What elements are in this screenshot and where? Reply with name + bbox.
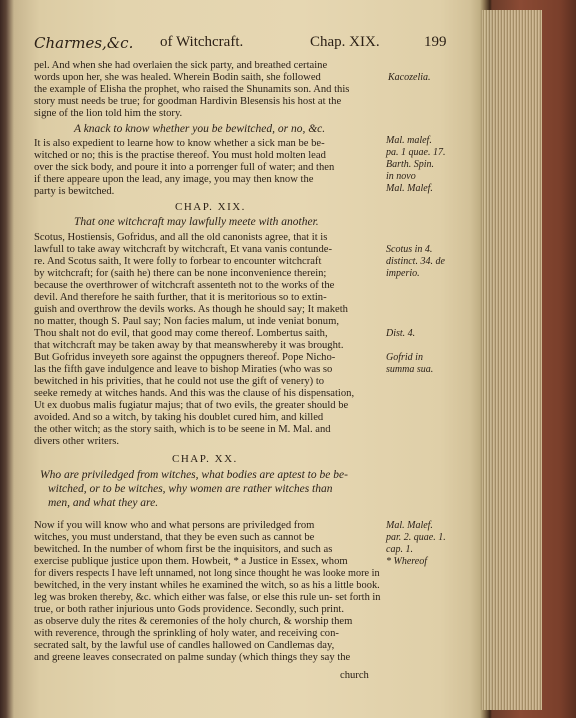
text-line: bewitched, in the very instant whiles he examined the witch, so as his a little book. xyxy=(34,580,380,591)
margin-note: Gofrid in xyxy=(386,352,423,363)
text-line: for divers respects I have left unnamed, not long since thought he was looke more in xyxy=(34,568,380,579)
margin-note: Mal. Malef. xyxy=(386,183,433,194)
text-line: if there appeare upon the lead, any image, you may then know the xyxy=(34,174,314,185)
page-number: 199 xyxy=(424,34,447,50)
text-line: re. And Scotus saith, It were folly to forbear to encounter witchcraft xyxy=(34,256,322,267)
margin-note: Mal. Malef. xyxy=(386,520,433,531)
text-line: true, or both rather injurious unto Gods providence. Secondly, such print. xyxy=(34,604,345,615)
running-head-center: of Witchcraft. xyxy=(160,34,244,50)
text-line: exercise publique justice upon them. Howbeit, * a Justice in Essex, whom xyxy=(34,556,348,567)
section-title: A knack to know whether you be bewitched, or no, &c. xyxy=(74,123,326,135)
margin-note: Mal. malef. xyxy=(386,135,432,146)
text-line: Thou shalt not do evil, that good may come thereof. Lombertus saith, xyxy=(34,328,328,339)
text-line: signe of the lion told him the story. xyxy=(34,108,183,119)
text-line: leg was broken thereby, &c. which either was false, or else this rule un- set forth in xyxy=(34,592,381,603)
text-line: no matter, though S. Paul say; Non facies malum, ut inde veniat bonum, xyxy=(34,316,339,327)
running-head-left: Charmes,&c. xyxy=(34,34,134,52)
text-line: witches, you must understand, that they be even such as cannot be xyxy=(34,532,315,543)
chapter-title: That one witchcraft may lawfully meete with another. xyxy=(74,216,319,228)
text-line: It is also expedient to learne how to know whether a sick man be be- xyxy=(34,138,325,149)
text-line: party is bewitched. xyxy=(34,186,115,197)
margin-note: summa sua. xyxy=(386,364,434,375)
text-line: the example of Elisha the prophet, who raised the Shunamits son. And this xyxy=(34,84,350,95)
margin-note: * Whereof xyxy=(386,556,428,567)
catchword: church xyxy=(340,670,369,681)
text-line: with reverence, through the sprinkling of holy water, and receiving con- xyxy=(34,628,339,639)
margin-note: par. 2. quae. 1. xyxy=(386,532,446,543)
margin-note: in novo xyxy=(386,171,416,182)
margin-note: imperio. xyxy=(386,268,420,279)
margin-note: Scotus in 4. xyxy=(386,244,433,255)
text-line: Ut ex duobus malis fugiatur majus; that of two evils, the greater should be xyxy=(34,400,349,411)
text-line: that witchcraft may be taken away by that meanswhereby it was brought. xyxy=(34,340,344,351)
margin-note: Dist. 4. xyxy=(386,328,416,339)
chapter-title: Who are priviledged from witches, what bodies are aptest to be be- xyxy=(40,469,348,481)
margin-note: Barth. Spin. xyxy=(386,159,435,170)
text-line: las the fifth gave indulgence and leave to bishop Miraties (who was so xyxy=(34,364,333,375)
text-line: by witchcraft; for (saith he) there can be none inconvenience therein; xyxy=(34,268,327,279)
text-line: bewitched. In the number of whom first be the inquisitors, and such as xyxy=(34,544,333,555)
text-line: as observe duly the rites & ceremonies of the holy church, & worship them xyxy=(34,616,353,627)
running-head-chapter: Chap. XIX. xyxy=(310,34,380,50)
text-line: over the sick body, and poure it into a porrenger full of water; and then xyxy=(34,162,335,173)
text-line: lawfull to take away witchcraft by witchcraft, Et vana vanis contunde- xyxy=(34,244,332,255)
chapter-heading: CHAP. XX. xyxy=(172,453,238,465)
text-line: pel. And when she had overlaien the sick party, and breathed certaine xyxy=(34,60,328,71)
text-line: devil. And therefore he saith further, that it is meritorious so to extin- xyxy=(34,292,327,303)
text-line: But Gofridus inveyeth sore against the oppugners thereof. Pope Nicho- xyxy=(34,352,336,363)
text-line: the other witch; as the story saith, which is to be seene in M. Mal. and xyxy=(34,424,331,435)
margin-note: Kacozelia. xyxy=(388,72,431,83)
margin-note: distinct. 34. de xyxy=(386,256,445,267)
text-line: and greene leaves consecrated on palme sunday (which things they say the xyxy=(34,652,351,663)
text-line: witched or no; this is the practise thereof. You must hold molten lead xyxy=(34,150,326,161)
chapter-title: men, and what they are. xyxy=(48,497,159,509)
text-line: Now if you will know who and what persons are priviledged from xyxy=(34,520,315,531)
margin-note: cap. 1. xyxy=(386,544,413,555)
margin-note: pa. 1 quae. 17. xyxy=(386,147,446,158)
text-line: words upon her, she was healed. Wherein Bodin saith, she followed xyxy=(34,72,321,83)
text-line: Scotus, Hostiensis, Gofridus, and all the old canonists agree, that it is xyxy=(34,232,328,243)
page-edges xyxy=(482,10,542,710)
text-line: guish and overthrow the devils works. As though he should say; It maketh xyxy=(34,304,348,315)
chapter-heading: CHAP. XIX. xyxy=(175,201,246,213)
text-line: because the overthrower of witchcraft assenteth not to the works of the xyxy=(34,280,335,291)
text-line: secrated salt, by the lawful use of candles hallowed on Candlemas day, xyxy=(34,640,335,651)
text-line: story must needs be true; for goodman Hardivin Blesensis his host at the xyxy=(34,96,342,107)
text-line: divers other writers. xyxy=(34,436,120,447)
text-line: seeke remedy at witches hands. And this was the clause of his dispensation, xyxy=(34,388,355,399)
chapter-title: witched, or to be witches, why women are rather witches than xyxy=(48,483,333,495)
text-line: avoided. And so a witch, by taking his doublet cured him, and killed xyxy=(34,412,324,423)
text-line: bewitched in his privities, that he could not use the gift of venery) to xyxy=(34,376,325,387)
